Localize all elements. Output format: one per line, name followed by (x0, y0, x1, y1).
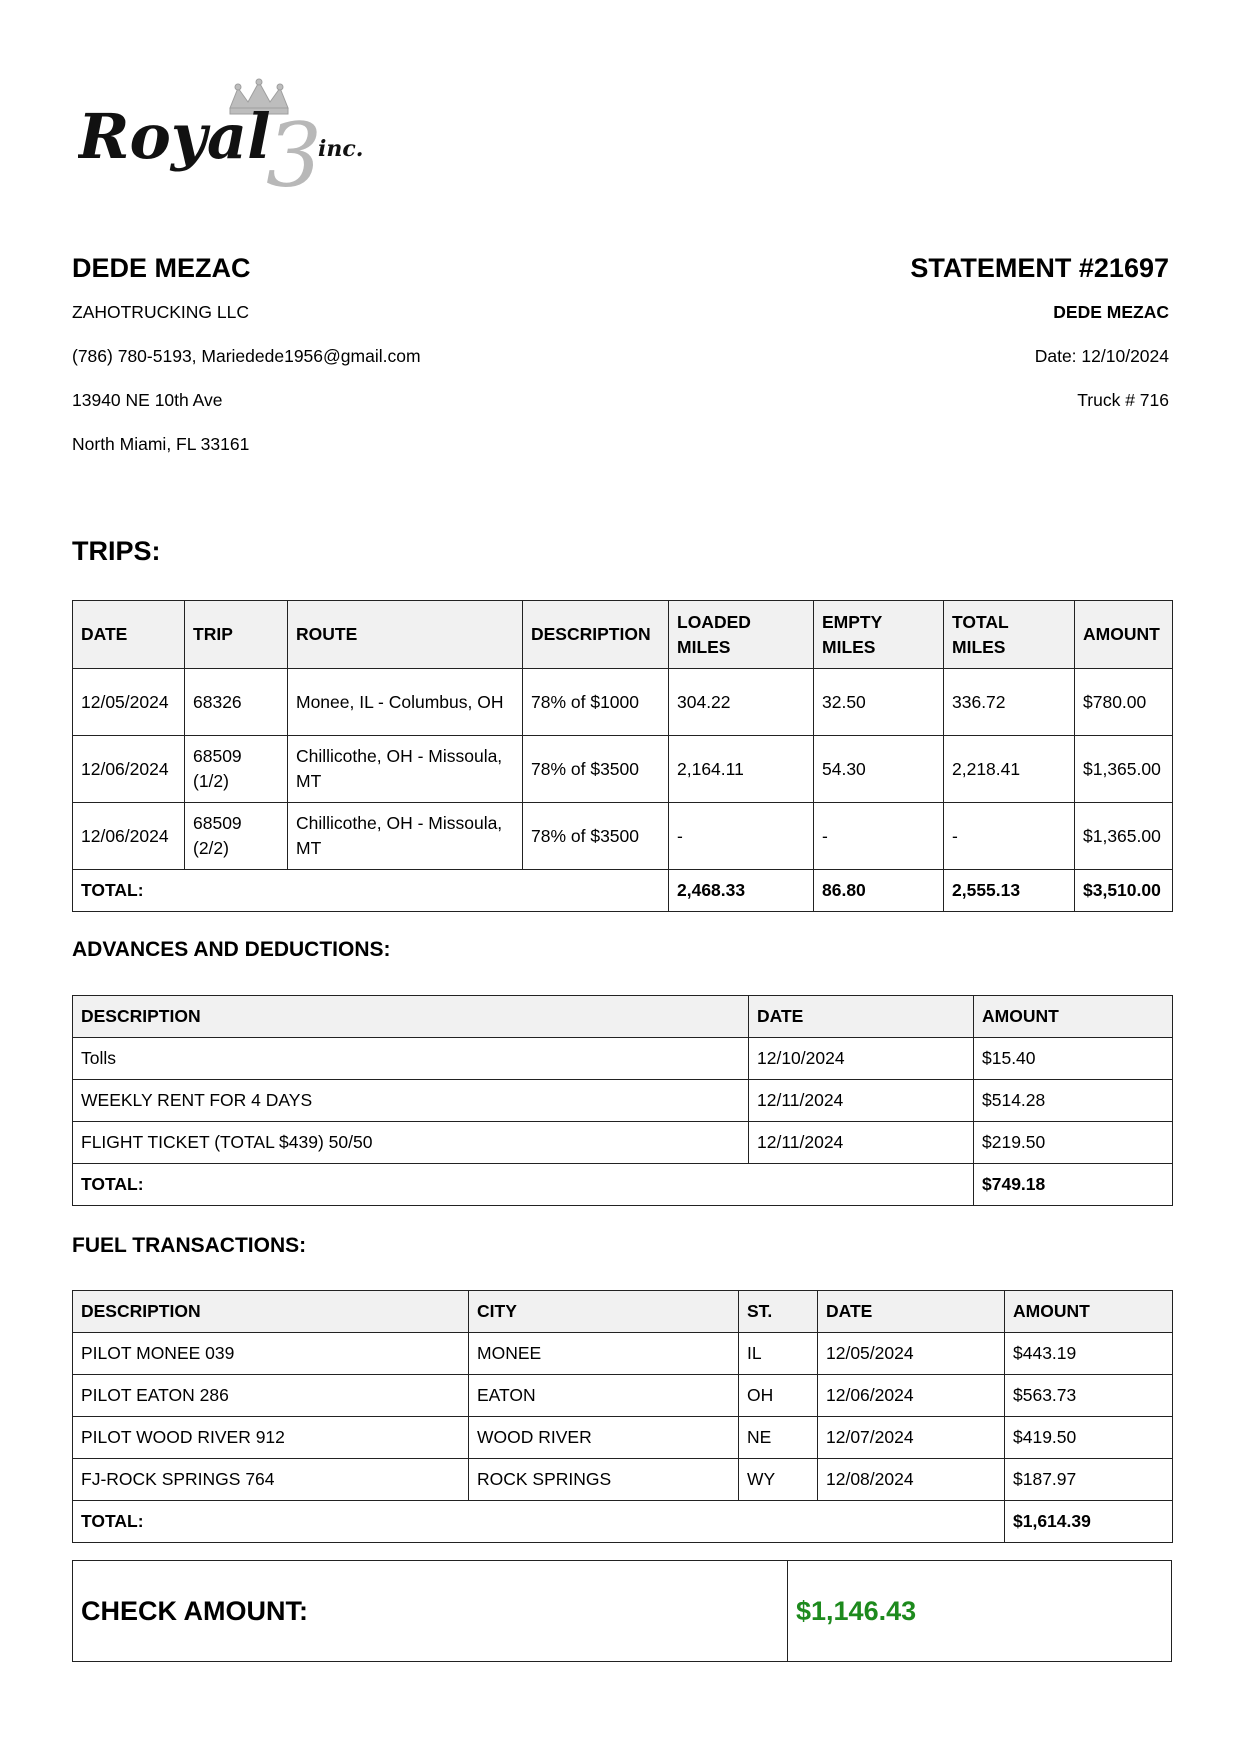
logo-numeral: 3 (266, 104, 322, 198)
trips-total-row (73, 870, 1173, 912)
advance-date: 12/11/2024 (749, 1080, 974, 1122)
fuel-amount: $419.50 (1005, 1417, 1173, 1459)
advance-description: WEEKLY RENT FOR 4 DAYS (73, 1080, 749, 1122)
fuel-city: WOOD RIVER (469, 1417, 739, 1459)
advance-amount: $514.28 (974, 1080, 1173, 1122)
company-logo (78, 78, 398, 198)
statement-date: Date: 12/10/2024 (1034, 346, 1169, 366)
trip-route: Chillicothe, OH - Missoula, MT (288, 736, 523, 803)
fuel-city: MONEE (469, 1333, 739, 1375)
advances-title: ADVANCES AND DEDUCTIONS: (72, 938, 391, 961)
trip-date: 12/06/2024 (73, 736, 185, 803)
trip-description: 78% of $3500 (523, 803, 669, 870)
col-loaded-miles: LOADED MILES (669, 601, 814, 669)
col-amount: AMOUNT (1075, 601, 1173, 669)
table-row (73, 1417, 1173, 1459)
total-amount: $749.18 (974, 1164, 1173, 1206)
fuel-state: IL (739, 1333, 818, 1375)
advance-date: 12/10/2024 (749, 1038, 974, 1080)
statement-title: STATEMENT #21697 (910, 253, 1169, 283)
fuel-date: 12/07/2024 (818, 1417, 1005, 1459)
total-label: TOTAL: (73, 1501, 1005, 1543)
advance-amount: $219.50 (974, 1122, 1173, 1164)
fuel-table (72, 1290, 1173, 1543)
fuel-state: OH (739, 1375, 818, 1417)
fuel-date: 12/06/2024 (818, 1375, 1005, 1417)
trip-empty-miles: - (814, 803, 944, 870)
col-empty-miles: EMPTY MILES (814, 601, 944, 669)
advance-date: 12/11/2024 (749, 1122, 974, 1164)
advances-total-row (73, 1164, 1173, 1206)
table-row (73, 669, 1173, 736)
total-miles: 2,555.13 (944, 870, 1075, 912)
table-row (73, 1333, 1173, 1375)
fuel-total-row (73, 1501, 1173, 1543)
col-state: ST. (739, 1291, 818, 1333)
driver-address-2: North Miami, FL 33161 (72, 434, 250, 454)
fuel-state: WY (739, 1459, 818, 1501)
logo-word: Royal (78, 100, 271, 173)
trip-loaded-miles: - (669, 803, 814, 870)
trip-route: Chillicothe, OH - Missoula, MT (288, 803, 523, 870)
trip-loaded-miles: 304.22 (669, 669, 814, 736)
check-amount-value: $1,146.43 (796, 1595, 917, 1626)
total-label: TOTAL: (73, 1164, 974, 1206)
fuel-city: EATON (469, 1375, 739, 1417)
col-description: DESCRIPTION (523, 601, 669, 669)
trip-total-miles: 2,218.41 (944, 736, 1075, 803)
fuel-title: FUEL TRANSACTIONS: (72, 1234, 307, 1257)
fuel-amount: $443.19 (1005, 1333, 1173, 1375)
table-row (73, 1080, 1173, 1122)
table-row (73, 736, 1173, 803)
trip-date: 12/05/2024 (73, 669, 185, 736)
total-loaded-miles: 2,468.33 (669, 870, 814, 912)
total-empty-miles: 86.80 (814, 870, 944, 912)
royal3-logo-icon (78, 78, 398, 198)
total-amount: $1,614.39 (1005, 1501, 1173, 1543)
driver-contact: (786) 780-5193, Mariedede1956@gmail.com (72, 346, 421, 366)
table-row (73, 1459, 1173, 1501)
table-row (73, 803, 1173, 870)
fuel-description: PILOT WOOD RIVER 912 (73, 1417, 469, 1459)
driver-company: ZAHOTRUCKING LLC (72, 302, 249, 322)
fuel-description: PILOT MONEE 039 (73, 1333, 469, 1375)
col-date: DATE (818, 1291, 1005, 1333)
driver-address-1: 13940 NE 10th Ave (72, 390, 223, 410)
advances-table (72, 995, 1173, 1206)
trips-header-row (73, 601, 1173, 669)
total-label: TOTAL: (73, 870, 669, 912)
advance-amount: $15.40 (974, 1038, 1173, 1080)
statement-info (910, 248, 1169, 411)
trip-amount: $1,365.00 (1075, 736, 1173, 803)
col-city: CITY (469, 1291, 739, 1333)
fuel-header-row (73, 1291, 1173, 1333)
check-amount-label: CHECK AMOUNT: (73, 1561, 788, 1661)
trip-route: Monee, IL - Columbus, OH (288, 669, 523, 736)
truck-number: Truck # 716 (1077, 390, 1169, 410)
col-route: ROUTE (288, 601, 523, 669)
col-date: DATE (749, 996, 974, 1038)
trip-date: 12/06/2024 (73, 803, 185, 870)
advances-header-row (73, 996, 1173, 1038)
col-total-miles: TOTAL MILES (944, 601, 1075, 669)
trip-total-miles: - (944, 803, 1075, 870)
trips-title: TRIPS: (72, 536, 161, 566)
fuel-city: ROCK SPRINGS (469, 1459, 739, 1501)
trip-loaded-miles: 2,164.11 (669, 736, 814, 803)
check-amount-box (72, 1560, 1172, 1662)
trip-empty-miles: 54.30 (814, 736, 944, 803)
trip-description: 78% of $1000 (523, 669, 669, 736)
trip-id: 68509 (1/2) (185, 736, 288, 803)
col-description: DESCRIPTION (73, 1291, 469, 1333)
trip-description: 78% of $3500 (523, 736, 669, 803)
trip-total-miles: 336.72 (944, 669, 1075, 736)
fuel-state: NE (739, 1417, 818, 1459)
fuel-amount: $563.73 (1005, 1375, 1173, 1417)
fuel-amount: $187.97 (1005, 1459, 1173, 1501)
statement-name: DEDE MEZAC (1053, 302, 1169, 322)
trip-amount: $780.00 (1075, 669, 1173, 736)
fuel-date: 12/05/2024 (818, 1333, 1005, 1375)
table-row (73, 1375, 1173, 1417)
fuel-date: 12/08/2024 (818, 1459, 1005, 1501)
table-row (73, 1122, 1173, 1164)
fuel-description: PILOT EATON 286 (73, 1375, 469, 1417)
table-row (73, 1038, 1173, 1080)
fuel-description: FJ-ROCK SPRINGS 764 (73, 1459, 469, 1501)
trip-empty-miles: 32.50 (814, 669, 944, 736)
total-amount: $3,510.00 (1075, 870, 1173, 912)
col-amount: AMOUNT (1005, 1291, 1173, 1333)
advance-description: FLIGHT TICKET (TOTAL $439) 50/50 (73, 1122, 749, 1164)
logo-suffix: inc. (318, 136, 364, 162)
driver-name: DEDE MEZAC (72, 253, 251, 283)
trip-amount: $1,365.00 (1075, 803, 1173, 870)
col-amount: AMOUNT (974, 996, 1173, 1038)
col-description: DESCRIPTION (73, 996, 749, 1038)
trip-id: 68326 (185, 669, 288, 736)
col-date: DATE (73, 601, 185, 669)
advance-description: Tolls (73, 1038, 749, 1080)
col-trip: TRIP (185, 601, 288, 669)
driver-info (72, 248, 421, 455)
trips-table (72, 600, 1173, 912)
trip-id: 68509 (2/2) (185, 803, 288, 870)
